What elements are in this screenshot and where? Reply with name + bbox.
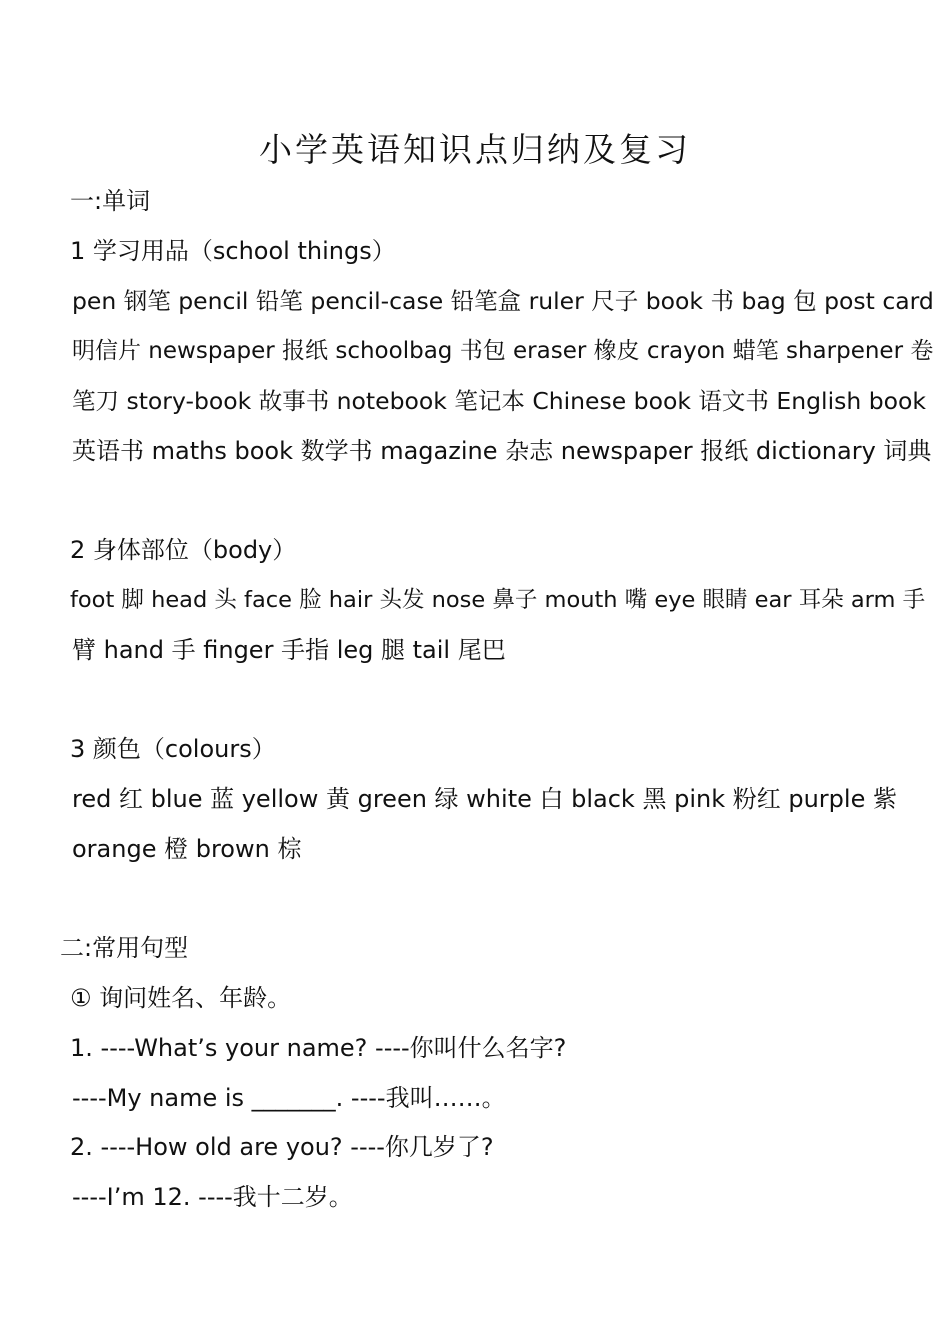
group-heading-school-things: 1 学习用品（school things）	[70, 237, 396, 265]
section-heading-sentence-patterns: 二:常用句型	[60, 934, 189, 962]
sentence-line: 2. ----How old are you? ----你几岁了?	[70, 1133, 494, 1161]
sentence-line: 1. ----What’s your name? ----你叫什么名字?	[70, 1034, 567, 1062]
sentence-line: ----I’m 12. ----我十二岁。	[72, 1183, 353, 1211]
vocab-line: 英语书 maths book 数学书 magazine 杂志 newspaper 报纸 dictionary 词典	[72, 437, 932, 465]
subsection-heading-name-age: ① 询问姓名、年龄。	[70, 984, 292, 1012]
vocab-line: red 红 blue 蓝 yellow 黄 green 绿 white 白 black 黑 pink 粉红 purple 紫	[72, 785, 897, 813]
vocab-line: 笔刀 story-book 故事书 notebook 笔记本 Chinese book 语文书 English book	[72, 387, 927, 415]
vocab-line: foot 脚 head 头 face 脸 hair 头发 nose 鼻子 mouth 嘴 eye 眼睛 ear 耳朵 arm 手	[70, 587, 926, 613]
section-heading-vocabulary: 一:单词	[70, 187, 151, 215]
vocab-line: 明信片 newspaper 报纸 schoolbag 书包 eraser 橡皮 crayon 蜡笔 sharpener 卷	[72, 338, 934, 364]
document-title: 小学英语知识点归纳及复习	[259, 130, 691, 169]
group-heading-body: 2 身体部位（body）	[70, 536, 297, 564]
sentence-line: ----My name is _______. ----我叫……。	[72, 1084, 506, 1112]
vocab-line: orange 橙 brown 棕	[72, 835, 302, 863]
vocab-line: pen 钢笔 pencil 铅笔 pencil-case 铅笔盒 ruler 尺子 book 书 bag 包 post card	[72, 287, 934, 315]
vocab-line: 臂 hand 手 finger 手指 leg 腿 tail 尾巴	[72, 636, 506, 664]
group-heading-colours: 3 颜色（colours）	[70, 735, 276, 763]
